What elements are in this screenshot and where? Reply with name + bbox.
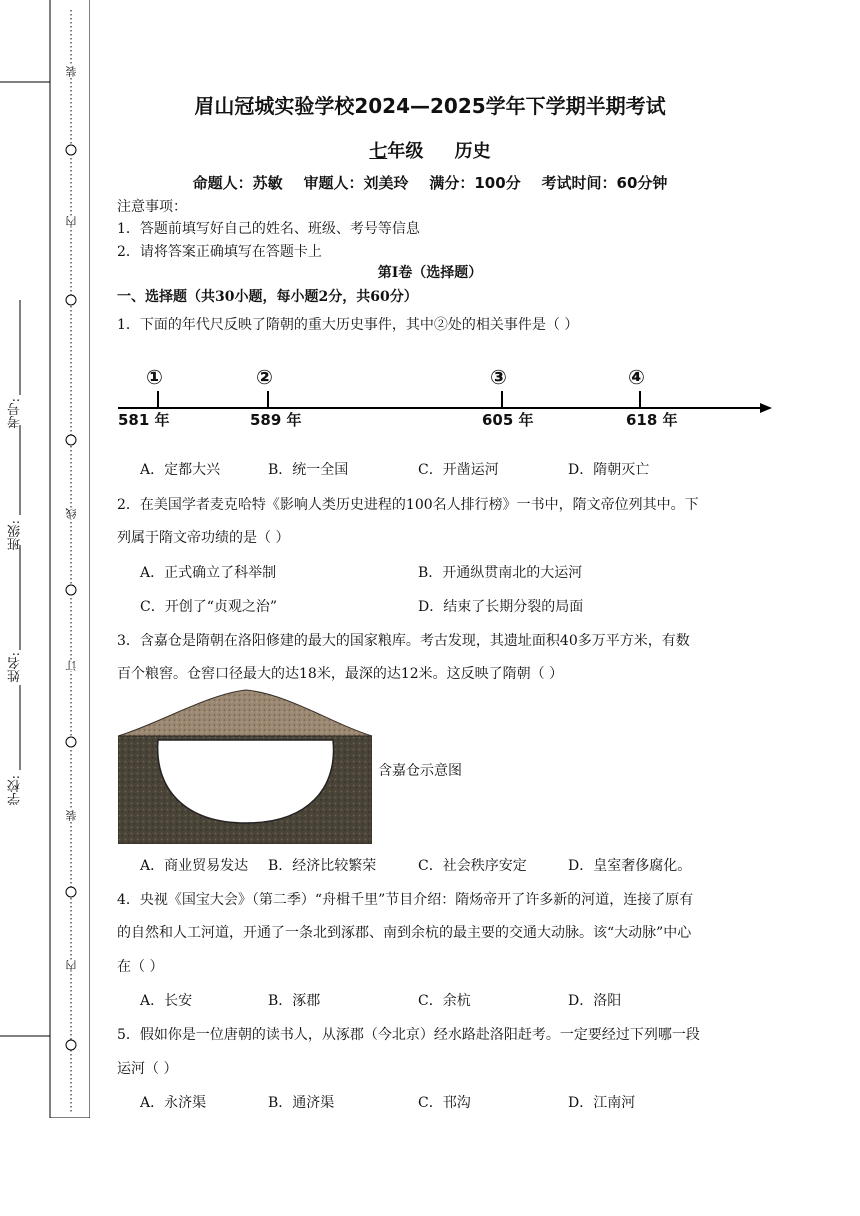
name-label: 姓名: bbox=[8, 652, 23, 683]
binding-margin bbox=[0, 0, 90, 1118]
option-b: B．开通纵贯南北的大运河 bbox=[418, 565, 583, 581]
option-a: A．长安 bbox=[140, 993, 193, 1009]
binding-mark: 订 bbox=[65, 660, 78, 671]
binding-mark: 内 bbox=[65, 960, 78, 971]
part-title: 第I卷（选择题） bbox=[377, 265, 483, 281]
question-4: 4．央视《国宝大会》（第二季）“舟楫千里”节目介绍：隋炀帝开了许多新的河道，连接了原有 bbox=[117, 892, 694, 908]
timeline-year-1: 581 年 bbox=[118, 411, 170, 429]
class-label: 班级: bbox=[8, 520, 23, 551]
binding-mark: 装 bbox=[65, 66, 78, 77]
option-d: D．隋朝灭亡 bbox=[568, 462, 650, 478]
question-1: 1．下面的年代尺反映了隋朝的重大历史事件，其中②处的相关事件是（ ） bbox=[117, 317, 579, 333]
timeline-mark-2: ② bbox=[256, 365, 273, 389]
binding-lines bbox=[0, 0, 90, 1118]
option-d: D．江南河 bbox=[568, 1095, 636, 1111]
grade-number: 七 bbox=[369, 141, 388, 162]
option-b: B．通济渠 bbox=[268, 1095, 335, 1111]
question-2: 2．在美国学者麦克哈特《影响人类历史进程的100名人排行榜》一书中，隋文帝位列其中。下 bbox=[117, 497, 699, 513]
option-b: B．经济比较繁荣 bbox=[268, 858, 377, 874]
question-3-cont: 百个粮窖。仓窖口径最大的达18米，最深的达12米。这反映了隋朝（ ） bbox=[117, 666, 564, 682]
option-c: C．社会秩序安定 bbox=[418, 858, 527, 874]
binding-mark: 装 bbox=[65, 810, 78, 821]
binding-mark: 线 bbox=[65, 508, 78, 519]
notes-title: 注意事项： bbox=[117, 199, 187, 215]
question-5: 5．假如你是一位唐朝的读书人，从涿郡（今北京）经水路赴洛阳赶考。一定要经过下列哪一段 bbox=[117, 1027, 700, 1043]
question-2-cont: 列属于隋文帝功绩的是（ ） bbox=[117, 530, 290, 546]
binding-mark: 内 bbox=[65, 216, 78, 227]
school-label: 学校: bbox=[8, 775, 23, 806]
question-5-cont: 运河（ ） bbox=[117, 1061, 178, 1077]
option-d: D．皇室奢侈腐化。 bbox=[568, 858, 692, 874]
note-item: 1．答题前填写好自己的姓名、班级、考号等信息 bbox=[117, 221, 420, 237]
subject: 历史 bbox=[454, 141, 491, 162]
option-a: A．定都大兴 bbox=[140, 462, 221, 478]
granary-illustration bbox=[118, 688, 372, 844]
grade-suffix: 年级 bbox=[387, 141, 424, 162]
note-item: 2．请将答案正确填写在答题卡上 bbox=[117, 244, 322, 260]
grade-subject bbox=[0, 137, 860, 163]
timeline-year-4: 618 年 bbox=[626, 411, 678, 429]
timeline bbox=[112, 364, 780, 436]
option-c: C．余杭 bbox=[418, 993, 471, 1009]
option-a: A．正式确立了科举制 bbox=[140, 565, 277, 581]
option-c: C．邗沟 bbox=[418, 1095, 471, 1111]
option-c: C．开创了“贞观之治” bbox=[140, 599, 278, 615]
question-4-cont: 的自然和人工河道，开通了一条北到涿郡、南到余杭的最主要的交通大动脉。该“大动脉”中心 bbox=[117, 925, 692, 941]
option-b: B．涿郡 bbox=[268, 993, 321, 1009]
option-c: C．开凿运河 bbox=[418, 462, 499, 478]
section-heading: 一、选择题（共30小题，每小题2分，共60分） bbox=[117, 289, 418, 305]
exam-title: 眉山冠城实验学校2024—2025学年下学期半期考试 bbox=[194, 94, 666, 118]
granary-caption: 含嘉仓示意图 bbox=[378, 763, 462, 779]
number-label: 考号: bbox=[8, 398, 23, 429]
option-d: D．洛阳 bbox=[568, 993, 622, 1009]
timeline-mark-1: ① bbox=[146, 365, 163, 389]
exam-meta: 命题人：苏敏 审题人：刘美玲 满分：100分 考试时间：60分钟 bbox=[192, 174, 668, 192]
timeline-mark-3: ③ bbox=[490, 365, 507, 389]
timeline-year-3: 605 年 bbox=[482, 411, 534, 429]
option-b: B．统一全国 bbox=[268, 462, 349, 478]
question-3: 3．含嘉仓是隋朝在洛阳修建的最大的国家粮库。考古发现，其遗址面积40多万平方米，有数 bbox=[117, 633, 690, 649]
timeline-mark-4: ④ bbox=[628, 365, 645, 389]
timeline-year-2: 589 年 bbox=[250, 411, 302, 429]
question-4-cont: 在（ ） bbox=[117, 959, 164, 975]
option-a: A．商业贸易发达 bbox=[140, 858, 249, 874]
option-d: D．结束了长期分裂的局面 bbox=[418, 599, 584, 615]
option-a: A．永济渠 bbox=[140, 1095, 207, 1111]
